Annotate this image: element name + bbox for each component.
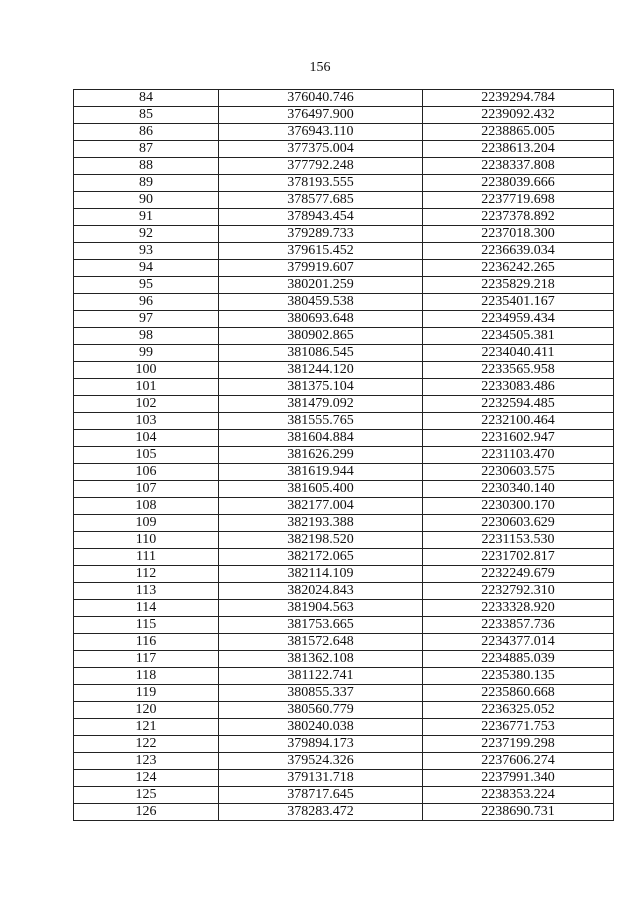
y-coordinate-cell: 2237378.892	[423, 209, 614, 226]
x-coordinate-cell: 379289.733	[219, 226, 423, 243]
point-number-cell: 84	[74, 90, 219, 107]
y-coordinate-cell: 2231103.470	[423, 447, 614, 464]
x-coordinate-cell: 381086.545	[219, 345, 423, 362]
point-number-cell: 107	[74, 481, 219, 498]
x-coordinate-cell: 381244.120	[219, 362, 423, 379]
y-coordinate-cell: 2232792.310	[423, 583, 614, 600]
point-number-cell: 101	[74, 379, 219, 396]
table-row	[74, 277, 614, 294]
point-number-cell: 114	[74, 600, 219, 617]
point-number-cell: 116	[74, 634, 219, 651]
point-number-cell: 119	[74, 685, 219, 702]
y-coordinate-cell: 2238039.666	[423, 175, 614, 192]
point-number-cell: 92	[74, 226, 219, 243]
x-coordinate-cell: 381555.765	[219, 413, 423, 430]
y-coordinate-cell: 2236325.052	[423, 702, 614, 719]
table-row	[74, 175, 614, 192]
y-coordinate-cell: 2234959.434	[423, 311, 614, 328]
y-coordinate-cell: 2238353.224	[423, 787, 614, 804]
coordinates-table	[73, 89, 614, 821]
table-row	[74, 617, 614, 634]
point-number-cell: 87	[74, 141, 219, 158]
table-row	[74, 651, 614, 668]
x-coordinate-cell: 380560.779	[219, 702, 423, 719]
table-row	[74, 566, 614, 583]
point-number-cell: 85	[74, 107, 219, 124]
table-row	[74, 362, 614, 379]
x-coordinate-cell: 380902.865	[219, 328, 423, 345]
x-coordinate-cell: 380240.038	[219, 719, 423, 736]
y-coordinate-cell: 2237018.300	[423, 226, 614, 243]
point-number-cell: 96	[74, 294, 219, 311]
y-coordinate-cell: 2234505.381	[423, 328, 614, 345]
x-coordinate-cell: 378577.685	[219, 192, 423, 209]
table-row	[74, 294, 614, 311]
y-coordinate-cell: 2237199.298	[423, 736, 614, 753]
x-coordinate-cell: 379615.452	[219, 243, 423, 260]
y-coordinate-cell: 2230300.170	[423, 498, 614, 515]
x-coordinate-cell: 382198.520	[219, 532, 423, 549]
table-row	[74, 702, 614, 719]
point-number-cell: 110	[74, 532, 219, 549]
table-row	[74, 158, 614, 175]
table-row	[74, 226, 614, 243]
x-coordinate-cell: 381605.400	[219, 481, 423, 498]
point-number-cell: 112	[74, 566, 219, 583]
point-number-cell: 109	[74, 515, 219, 532]
x-coordinate-cell: 381904.563	[219, 600, 423, 617]
x-coordinate-cell: 381619.944	[219, 464, 423, 481]
y-coordinate-cell: 2238613.204	[423, 141, 614, 158]
table-row	[74, 311, 614, 328]
table-row	[74, 753, 614, 770]
point-number-cell: 124	[74, 770, 219, 787]
table-row	[74, 736, 614, 753]
point-number-cell: 100	[74, 362, 219, 379]
table-row	[74, 260, 614, 277]
y-coordinate-cell: 2238865.005	[423, 124, 614, 141]
y-coordinate-cell: 2231602.947	[423, 430, 614, 447]
x-coordinate-cell: 376943.110	[219, 124, 423, 141]
point-number-cell: 90	[74, 192, 219, 209]
y-coordinate-cell: 2235829.218	[423, 277, 614, 294]
y-coordinate-cell: 2237606.274	[423, 753, 614, 770]
x-coordinate-cell: 380201.259	[219, 277, 423, 294]
table-row	[74, 583, 614, 600]
y-coordinate-cell: 2234377.014	[423, 634, 614, 651]
y-coordinate-cell: 2236242.265	[423, 260, 614, 277]
y-coordinate-cell: 2230603.629	[423, 515, 614, 532]
table-row	[74, 634, 614, 651]
x-coordinate-cell: 379919.607	[219, 260, 423, 277]
point-number-cell: 93	[74, 243, 219, 260]
point-number-cell: 99	[74, 345, 219, 362]
x-coordinate-cell: 378193.555	[219, 175, 423, 192]
table-row	[74, 243, 614, 260]
point-number-cell: 108	[74, 498, 219, 515]
point-number-cell: 126	[74, 804, 219, 821]
point-number-cell: 102	[74, 396, 219, 413]
y-coordinate-cell: 2237719.698	[423, 192, 614, 209]
y-coordinate-cell: 2232100.464	[423, 413, 614, 430]
table-row	[74, 481, 614, 498]
x-coordinate-cell: 382114.109	[219, 566, 423, 583]
table-row	[74, 396, 614, 413]
point-number-cell: 115	[74, 617, 219, 634]
table-row	[74, 345, 614, 362]
point-number-cell: 120	[74, 702, 219, 719]
point-number-cell: 104	[74, 430, 219, 447]
x-coordinate-cell: 381375.104	[219, 379, 423, 396]
table-row	[74, 328, 614, 345]
x-coordinate-cell: 377375.004	[219, 141, 423, 158]
point-number-cell: 94	[74, 260, 219, 277]
point-number-cell: 125	[74, 787, 219, 804]
table-row	[74, 549, 614, 566]
y-coordinate-cell: 2232249.679	[423, 566, 614, 583]
y-coordinate-cell: 2234040.411	[423, 345, 614, 362]
x-coordinate-cell: 381604.884	[219, 430, 423, 447]
table-row	[74, 464, 614, 481]
point-number-cell: 97	[74, 311, 219, 328]
point-number-cell: 105	[74, 447, 219, 464]
table-row	[74, 379, 614, 396]
table-row	[74, 515, 614, 532]
point-number-cell: 121	[74, 719, 219, 736]
y-coordinate-cell: 2233083.486	[423, 379, 614, 396]
point-number-cell: 103	[74, 413, 219, 430]
point-number-cell: 89	[74, 175, 219, 192]
y-coordinate-cell: 2233328.920	[423, 600, 614, 617]
point-number-cell: 113	[74, 583, 219, 600]
table-row	[74, 141, 614, 158]
table-row	[74, 532, 614, 549]
x-coordinate-cell: 378283.472	[219, 804, 423, 821]
table-row	[74, 600, 614, 617]
y-coordinate-cell: 2230340.140	[423, 481, 614, 498]
y-coordinate-cell: 2238337.808	[423, 158, 614, 175]
table-row	[74, 787, 614, 804]
table-row	[74, 719, 614, 736]
point-number-cell: 122	[74, 736, 219, 753]
table-row	[74, 668, 614, 685]
table-row	[74, 430, 614, 447]
y-coordinate-cell: 2231702.817	[423, 549, 614, 566]
x-coordinate-cell: 381753.665	[219, 617, 423, 634]
y-coordinate-cell: 2237991.340	[423, 770, 614, 787]
point-number-cell: 86	[74, 124, 219, 141]
x-coordinate-cell: 379524.326	[219, 753, 423, 770]
x-coordinate-cell: 382177.004	[219, 498, 423, 515]
point-number-cell: 111	[74, 549, 219, 566]
y-coordinate-cell: 2239294.784	[423, 90, 614, 107]
y-coordinate-cell: 2235380.135	[423, 668, 614, 685]
point-number-cell: 88	[74, 158, 219, 175]
y-coordinate-cell: 2233857.736	[423, 617, 614, 634]
x-coordinate-cell: 381626.299	[219, 447, 423, 464]
x-coordinate-cell: 382193.388	[219, 515, 423, 532]
y-coordinate-cell: 2235401.167	[423, 294, 614, 311]
x-coordinate-cell: 381479.092	[219, 396, 423, 413]
point-number-cell: 117	[74, 651, 219, 668]
table-row	[74, 685, 614, 702]
x-coordinate-cell: 380855.337	[219, 685, 423, 702]
x-coordinate-cell: 380459.538	[219, 294, 423, 311]
table-row	[74, 192, 614, 209]
y-coordinate-cell: 2231153.530	[423, 532, 614, 549]
x-coordinate-cell: 378943.454	[219, 209, 423, 226]
page-number: 156	[309, 60, 331, 75]
y-coordinate-cell: 2233565.958	[423, 362, 614, 379]
point-number-cell: 91	[74, 209, 219, 226]
y-coordinate-cell: 2236639.034	[423, 243, 614, 260]
point-number-cell: 98	[74, 328, 219, 345]
table-row	[74, 124, 614, 141]
x-coordinate-cell: 381362.108	[219, 651, 423, 668]
y-coordinate-cell: 2230603.575	[423, 464, 614, 481]
x-coordinate-cell: 382024.843	[219, 583, 423, 600]
y-coordinate-cell: 2232594.485	[423, 396, 614, 413]
x-coordinate-cell: 377792.248	[219, 158, 423, 175]
y-coordinate-cell: 2238690.731	[423, 804, 614, 821]
point-number-cell: 118	[74, 668, 219, 685]
x-coordinate-cell: 379894.173	[219, 736, 423, 753]
table-row	[74, 413, 614, 430]
coordinates-table-body	[74, 90, 614, 821]
table-row	[74, 498, 614, 515]
x-coordinate-cell: 378717.645	[219, 787, 423, 804]
point-number-cell: 106	[74, 464, 219, 481]
table-row	[74, 90, 614, 107]
table-row	[74, 804, 614, 821]
table-row	[74, 209, 614, 226]
x-coordinate-cell: 379131.718	[219, 770, 423, 787]
y-coordinate-cell: 2236771.753	[423, 719, 614, 736]
x-coordinate-cell: 380693.648	[219, 311, 423, 328]
y-coordinate-cell: 2234885.039	[423, 651, 614, 668]
x-coordinate-cell: 376497.900	[219, 107, 423, 124]
table-row	[74, 770, 614, 787]
point-number-cell: 123	[74, 753, 219, 770]
y-coordinate-cell: 2235860.668	[423, 685, 614, 702]
x-coordinate-cell: 381572.648	[219, 634, 423, 651]
x-coordinate-cell: 381122.741	[219, 668, 423, 685]
x-coordinate-cell: 376040.746	[219, 90, 423, 107]
point-number-cell: 95	[74, 277, 219, 294]
y-coordinate-cell: 2239092.432	[423, 107, 614, 124]
table-row	[74, 107, 614, 124]
table-row	[74, 447, 614, 464]
x-coordinate-cell: 382172.065	[219, 549, 423, 566]
